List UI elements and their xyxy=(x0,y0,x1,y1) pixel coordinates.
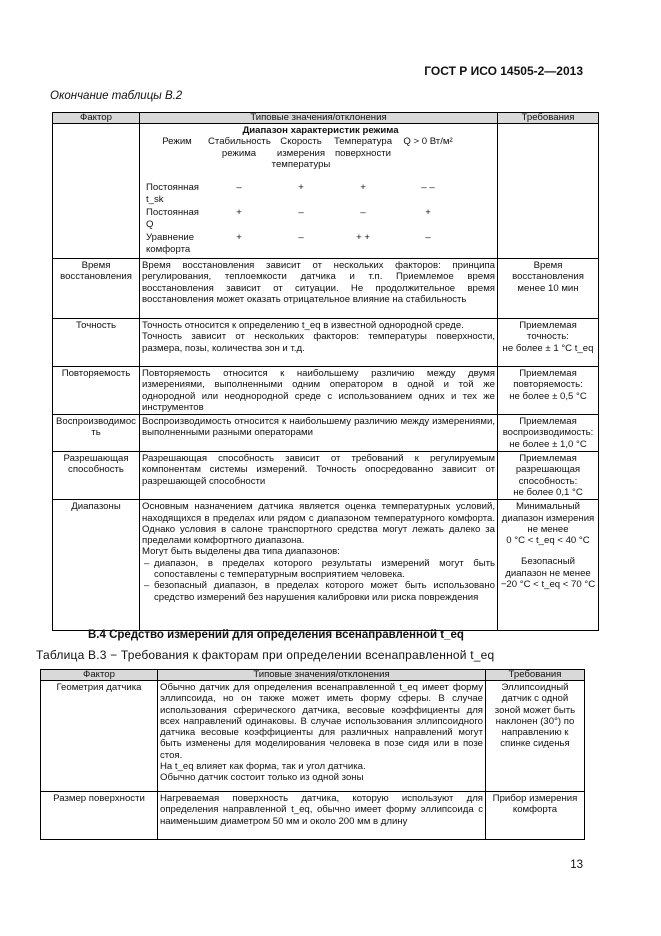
description-paragraph: Точность зависит от нескольких факторов: температуры поверхности, размера, позы, количества зон и т.д. xyxy=(142,331,495,354)
requirement-line: Приемлемая разрешающая способность: xyxy=(515,453,581,487)
description-cell: Время восстановления зависит от нескольких факторов: принципа регулирования, теплоемкости датчика и т.п. Приемлемое время восстановления зависит от ситуации. Не продолжительное время восстановления может оказать отрицательное влияние на стабильность xyxy=(140,259,498,319)
table-row xyxy=(53,415,599,452)
mode-row-q xyxy=(146,207,495,232)
description-paragraph: Основным назначением датчика является оценка температурных условий, находящихся в пределах или рядом с диапазоном температурного комфорта. Однако условия в салоне транспортного средства могут лежать далеко за пределами комфортного диапазона. xyxy=(142,501,495,547)
factor-cell: Размер поверхности xyxy=(41,792,158,840)
requirement-line: Приемлемая повторяемость: xyxy=(513,368,583,391)
factor-cell: Диапазоны xyxy=(53,500,140,631)
factor-cell: Точность xyxy=(53,319,140,367)
requirement-cell: Время восстановления менее 10 мин xyxy=(498,259,599,319)
table-row xyxy=(53,259,599,319)
requirement-cell: Прибор измерения комфорта xyxy=(486,792,585,840)
table-row xyxy=(53,367,599,415)
mode-range-block xyxy=(140,124,498,259)
description-cell xyxy=(140,500,498,631)
table-b2 xyxy=(52,112,599,631)
description-cell xyxy=(140,319,498,367)
mode-cell: – – xyxy=(421,182,435,194)
requirement-line: −20 °C < t_eq < 70 °C xyxy=(500,579,596,591)
factor-cell: Воспроизводимость xyxy=(53,415,140,452)
mode-cell: + xyxy=(298,182,304,194)
mode-row-label: Уравнение комфорта xyxy=(146,232,195,255)
table-row-mode xyxy=(53,124,599,259)
table-row xyxy=(41,792,585,840)
requirement-line: 0 °C < t_eq < 40 °C xyxy=(506,535,590,547)
description-cell: Разрешающая способность зависит от требований к регулируемым компонентам системы измерений. Точность опосредованно зависит от разрешающей способности xyxy=(140,452,498,500)
section-heading: В.4 Средство измерений для определения всенаправленной t_eq xyxy=(88,629,464,641)
requirement-line: не более ± 0,5 °C xyxy=(509,390,587,402)
description-paragraph: На t_eq влияет как форма, так и угол датчика. xyxy=(160,761,366,773)
mode-cell: + xyxy=(236,232,242,244)
requirement-line: Безопасный диапазон не менее xyxy=(505,556,591,579)
col-header-requirements: Требования xyxy=(486,670,585,681)
requirement-line: не более ± 1,0 °C xyxy=(509,438,587,450)
mode-cell: + xyxy=(425,207,431,219)
col-header-values: Типовые значения/отклонения xyxy=(158,670,486,681)
factor-cell: Повторяемость xyxy=(53,367,140,415)
table-header-row xyxy=(53,113,599,124)
mode-cell: + xyxy=(236,207,242,219)
mode-grid xyxy=(146,136,495,182)
col-header-factor: Фактор xyxy=(53,113,140,124)
table-row xyxy=(53,500,599,631)
factor-cell: Время восстановления xyxy=(53,259,140,319)
description-paragraph: Могут быть выделены два типа диапазонов: xyxy=(142,546,340,558)
list-item: – диапазон, в пределах которого результаты измерений могут быть сопоставлены с температурным восприятием человека. xyxy=(154,558,495,581)
description-cell: Нагреваемая поверхность датчика, которую используют для определения направленной t_eq, обычно имеет форму эллипсоида с наименьшим диаметром 50 мм и около 200 мм в длину xyxy=(158,792,486,840)
requirement-line: Приемлемая точность: xyxy=(519,320,577,343)
mode-cell: – xyxy=(425,232,431,244)
description-paragraph: Обычно датчик состоит только из одной зоны xyxy=(160,772,364,784)
factor-cell: Разрешающая способность xyxy=(53,452,140,500)
mode-row-tsk xyxy=(146,182,495,207)
requirement-cell xyxy=(498,319,599,367)
description-paragraph: Точность относится к определению t_eq в известной однородной среде. xyxy=(142,320,464,331)
mode-cell: – xyxy=(360,207,366,219)
col-header-requirements: Требования xyxy=(498,113,599,124)
mode-cell: – xyxy=(298,207,304,219)
description-cell: Воспроизводимость относится к наибольшему различию между измерениями, выполненными разными операторами xyxy=(140,415,498,452)
mode-header-stability: Стабильность режима xyxy=(208,136,271,159)
requirement-cell xyxy=(498,500,599,631)
table-b3-title: Таблица В.3 − Требования к факторам при определении всенаправленной t_eq xyxy=(36,648,495,662)
description-cell: Повторяемость относится к наибольшему различию между двумя измерениями, выполненными одним оператором в одной и той же однородной или неоднородной среде с использованием одних и тех же инструментов xyxy=(140,367,498,415)
range-list xyxy=(142,558,495,603)
requirement-line: Приемлемая воспроизводимость: xyxy=(502,416,594,439)
mode-cell: + xyxy=(360,182,366,194)
table-row xyxy=(41,681,585,792)
description-cell xyxy=(158,681,486,792)
list-item: – безопасный диапазон, в пределах которого может быть использовано средство измерений без нарушения калибровки или риска повреждения xyxy=(154,580,495,603)
requirement-cell xyxy=(498,452,599,500)
factor-cell: Геометрия датчика xyxy=(41,681,158,792)
requirement-cell xyxy=(498,415,599,452)
requirement-cell: Эллипсоидный датчик с одной зоной может быть наклонен (30°) по направлению к спинке сиденья xyxy=(486,681,585,792)
page-number: 13 xyxy=(570,859,583,871)
mode-cell: – xyxy=(236,182,242,194)
mode-cell: – xyxy=(298,232,304,244)
table-header-row xyxy=(41,670,585,681)
mode-header-mode: Режим xyxy=(162,136,192,148)
mode-header-surface-temp: Температура поверхности xyxy=(333,136,393,159)
mode-header-speed: Скорость измерения температуры xyxy=(271,136,331,170)
table-row xyxy=(53,452,599,500)
col-header-values: Типовые значения/отклонения xyxy=(140,113,498,124)
requirement-cell xyxy=(498,367,599,415)
mode-row-comfort xyxy=(146,232,495,256)
mode-range-title: Диапазон характеристик режима xyxy=(242,125,399,136)
mode-row-label: Постоянная Q xyxy=(146,207,199,230)
requirement-line: Минимальный диапазон измерения не менее xyxy=(501,501,595,535)
requirement-line: не более 0,1 °C xyxy=(513,486,583,498)
col-header-factor: Фактор xyxy=(41,670,158,681)
document-code: ГОСТ Р ИСО 14505-2—2013 xyxy=(424,64,583,78)
table-row xyxy=(53,319,599,367)
description-paragraph: Обычно датчик для определения всенаправленной t_eq имеет форму эллипсоида, но он также может иметь форму сферы. В случае использования сферического датчика, весовые коэффициенты для всех направлений одинаковы. В случае использования эллипсоидного датчика весовые коэффициенты для различных направлений могут быть изменены для моделирования человека в позе сидя или в позе стоя. xyxy=(160,682,483,761)
mode-cell: + + xyxy=(356,232,370,244)
table-continuation-caption: Окончание таблицы В.2 xyxy=(50,90,183,102)
table-b3 xyxy=(40,669,585,840)
mode-row-label: Постоянная t_sk xyxy=(146,182,199,205)
requirement-line: не более ± 1 °C t_eq xyxy=(502,342,594,354)
mode-header-q: Q > 0 Вт/м² xyxy=(403,136,453,148)
